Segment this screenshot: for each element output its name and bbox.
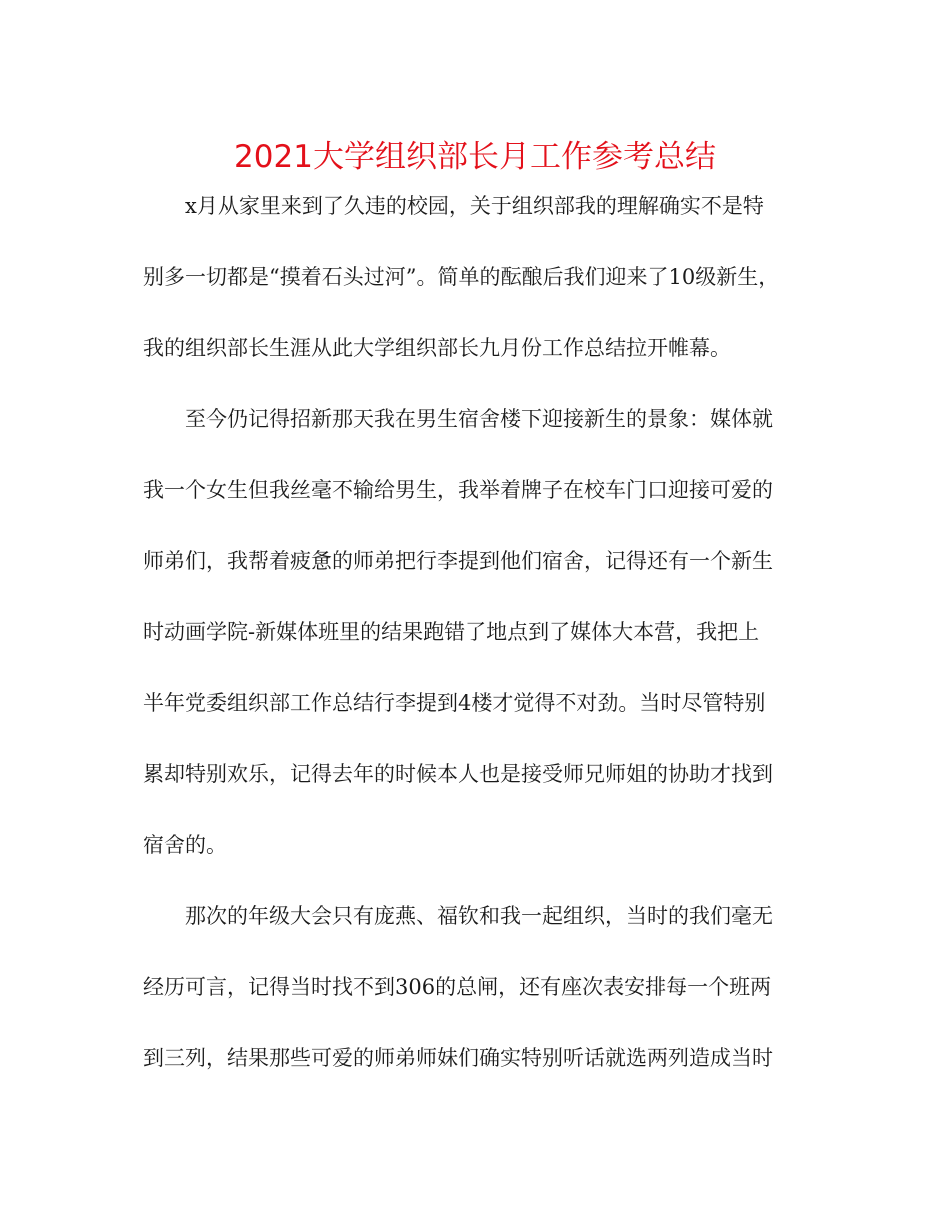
paragraph-line: 那次的年级大会只有庞燕、福钦和我一起组织，当时的我们毫无: [185, 904, 773, 928]
paragraph-line: 半年党委组织部工作总结行李提到4楼才觉得不对劲。当时尽管特别: [143, 691, 766, 715]
paragraph-line: 我一个女生但我丝毫不输给男生，我举着牌子在校车门口迎接可爱的: [143, 478, 773, 502]
paragraph-line: 宿舍的。: [143, 833, 227, 857]
paragraph-line: 累却特别欢乐，记得去年的时候本人也是接受师兄师姐的协助才找到: [143, 762, 773, 786]
paragraph-line: 到三列，结果那些可爱的师弟师妹们确实特别听话就选两列造成当时: [143, 1046, 773, 1070]
document-title: 2021大学组织部长月工作参考总结: [234, 139, 716, 175]
paragraph-line: 别多一切都是“摸着石头过河”。简单的酝酿后我们迎来了10级新生，: [143, 265, 780, 289]
paragraph-line: x月从家里来到了久违的校园，关于组织部我的理解确实不是特: [185, 194, 764, 218]
paragraph-line: 我的组织部长生涯从此大学组织部长九月份工作总结拉开帷幕。: [143, 336, 731, 360]
paragraph-line: 师弟们，我帮着疲惫的师弟把行李提到他们宿舍，记得还有一个新生: [143, 549, 773, 573]
paragraph-line: 时动画学院-新媒体班里的结果跑错了地点到了媒体大本营，我把上: [143, 620, 760, 644]
paragraph-line: 至今仍记得招新那天我在男生宿舍楼下迎接新生的景象：媒体就: [185, 407, 773, 431]
paragraph-line: 经历可言，记得当时找不到306的总闸，还有座次表安排每一个班两: [143, 975, 772, 999]
